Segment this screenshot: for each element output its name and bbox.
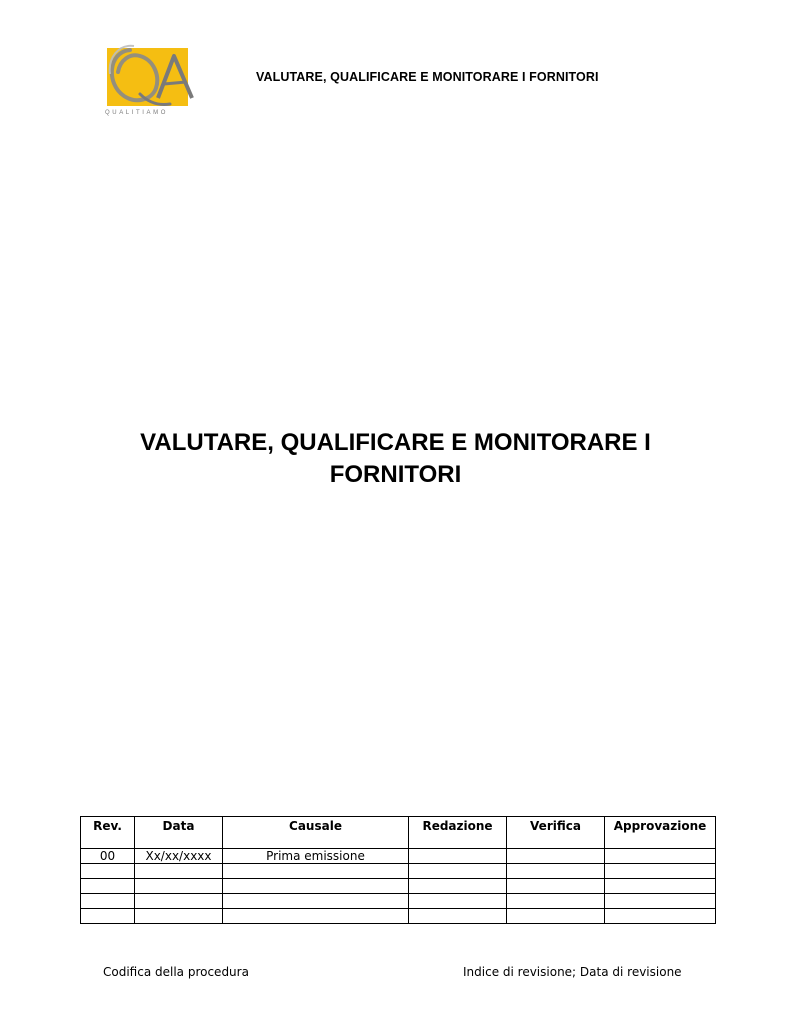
footer-revision-index: Indice di revisione; Data di revisione <box>463 965 682 979</box>
table-cell <box>409 849 507 864</box>
table-cell <box>507 879 605 894</box>
table-row <box>81 864 716 879</box>
table-cell <box>223 864 409 879</box>
table-cell <box>81 894 135 909</box>
table-cell <box>135 909 223 924</box>
table-cell <box>135 894 223 909</box>
revision-table <box>80 816 716 924</box>
table-cell <box>507 849 605 864</box>
document-title <box>80 427 711 491</box>
table-cell <box>605 909 716 924</box>
table-cell <box>81 864 135 879</box>
table-cell <box>223 879 409 894</box>
table-cell <box>605 879 716 894</box>
table-cell <box>409 894 507 909</box>
table-cell <box>223 909 409 924</box>
column-header-approvazione: Approvazione <box>605 817 716 849</box>
table-cell <box>507 894 605 909</box>
table-cell <box>135 864 223 879</box>
table-cell <box>605 849 716 864</box>
table-cell <box>409 909 507 924</box>
table-cell <box>605 894 716 909</box>
table-cell: 00 <box>81 849 135 864</box>
table-cell: Xx/xx/xxxx <box>135 849 223 864</box>
footer-procedure-code: Codifica della procedura <box>103 965 249 979</box>
table-row <box>81 909 716 924</box>
qa-logo-graphic <box>100 40 200 118</box>
table-row <box>81 849 716 864</box>
table-cell <box>507 909 605 924</box>
table-cell <box>409 864 507 879</box>
table-cell <box>409 879 507 894</box>
table-cell <box>81 909 135 924</box>
table-cell <box>223 894 409 909</box>
table-cell <box>135 879 223 894</box>
logo-a-bar <box>164 82 186 84</box>
header-title: VALUTARE, QUALIFICARE E MONITORARE I FORNITORI <box>256 70 599 84</box>
table-cell: Prima emissione <box>223 849 409 864</box>
document-title-line1: VALUTARE, QUALIFICARE E MONITORARE I <box>140 429 651 456</box>
table-cell <box>605 864 716 879</box>
table-cell <box>507 864 605 879</box>
table-row <box>81 894 716 909</box>
logo-wordmark: QUALITIAMO <box>105 110 169 116</box>
column-header-data: Data <box>135 817 223 849</box>
table-header-row <box>81 817 716 849</box>
table-cell <box>81 879 135 894</box>
column-header-rev: Rev. <box>81 817 135 849</box>
column-header-causale: Causale <box>223 817 409 849</box>
column-header-redazione: Redazione <box>409 817 507 849</box>
company-logo <box>100 40 200 118</box>
column-header-verifica: Verifica <box>507 817 605 849</box>
table-row <box>81 879 716 894</box>
document-title-line2: FORNITORI <box>329 461 462 488</box>
